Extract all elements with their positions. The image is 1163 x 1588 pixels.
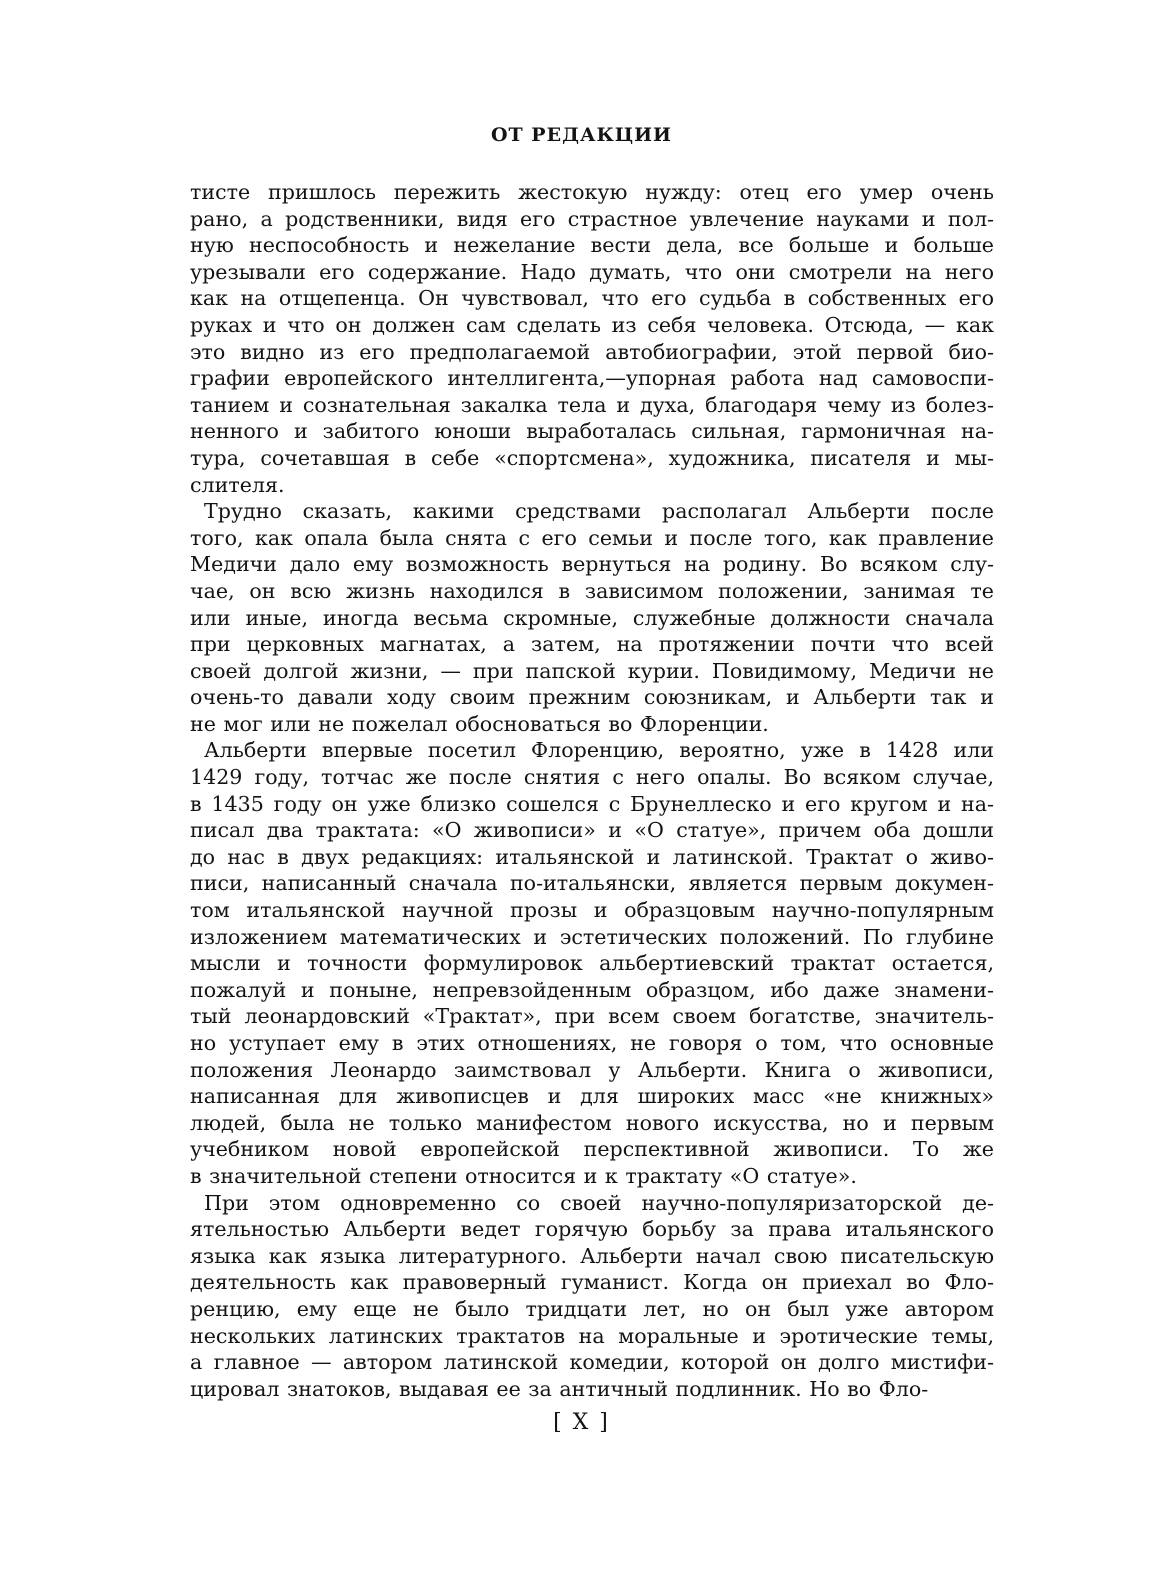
text-line: людей, была не только манифестом нового искусства, но и первым [190,1110,994,1135]
text-line: писи, написанный сначала по-итальянски, является первым докумен- [190,871,994,896]
text-line: как на отщепенца. Он чувствовал, что его судьба в собственных его [190,286,994,311]
text-line: Медичи дало ему возможность вернуться на родину. Во всяком слу- [190,552,994,577]
paragraph [190,179,994,498]
text-line: очень-то давали ходу своим прежним союзникам, и Альберти так и [190,685,994,710]
text-line: учебником новой европейской перспективной живописи. То же [190,1137,994,1162]
text-line: тура, сочетавшая в себе «спортсмена», художника, писателя и мы- [190,445,994,470]
text-line: не мог или не пожелал обосноваться во Флоренции. [190,711,769,736]
text-line: графии европейского интеллигента,—упорная работа над самовоспи- [190,366,994,391]
text-line: чае, он всю жизнь находился в зависимом положении, занимая те [190,578,994,603]
text-line: слителя. [190,472,285,497]
text-line: ренцию, ему еще не было тридцати лет, но он был уже автором [190,1296,994,1321]
text-line: положения Леонардо заимствовал у Альберти. Книга о живописи, [190,1057,994,1082]
text-line: пожалуй и поныне, непревзойденным образцом, ибо даже знамени- [190,977,994,1002]
text-line: это видно из его предполагаемой автобиографии, этой первой био- [190,339,994,364]
page-number: [ X ] [553,1410,610,1435]
text-line: рано, а родственники, видя его страстное увлечение науками и пол- [190,206,994,231]
text-line: том итальянской научной прозы и образцовым научно-популярным [190,898,994,923]
text-line: а главное — автором латинской комедии, которой он долго мистифи- [190,1350,994,1375]
text-line: при церковных магнатах, а затем, на протяжении почти что всей [190,632,994,657]
text-line: до нас в двух редакциях: итальянской и латинской. Трактат о живо- [190,844,994,869]
paragraph [190,498,994,737]
text-line: 1429 году, тотчас же после снятия с него опалы. Во всяком случае, [190,765,994,790]
text-line: того, как опала была снята с его семьи и после того, как правление [190,525,994,550]
text-line: Альберти впервые посетил Флоренцию, вероятно, уже в 1428 или [204,738,994,763]
text-line: Трудно сказать, какими средствами располагал Альберти после [204,499,994,524]
text-line: писал два трактата: «О живописи» и «О статуе», причем оба дошли [190,818,994,843]
text-line: но уступает ему в этих отношениях, не говоря о том, что основные [190,1031,994,1055]
text-line: изложением математических и эстетических положений. По глубине [190,924,994,949]
paragraph [190,737,994,1189]
text-line: мысли и точности формулировок альбертиевский трактат остается, [190,951,994,976]
text-line: или иные, иногда весьма скромные, служебные должности сначала [190,605,994,630]
text-line: языка как языка литературного. Альберти начал свою писательскую [190,1243,994,1268]
text-line: деятельность как правоверный гуманист. Когда он приехал во Фло- [190,1270,994,1295]
text-line: ненного и забитого юноши выработалась сильная, гармоничная на- [190,419,994,444]
text-line: ную неспособность и нежелание вести дела, все больше и больше [190,233,994,258]
text-line: написанная для живописцев и для широких масс «не книжных» [190,1084,994,1109]
text-line: своей долгой жизни, — при папской курии. Повидимому, Медичи не [190,658,994,683]
text-line: цировал знатоков, выдавая ее за античный подлинник. Но во Фло- [190,1376,929,1401]
text-line: танием и сознательная закалка тела и духа, благодаря чему из болез- [190,392,994,417]
text-line: в 1435 году он уже близко сошелся с Брунеллеско и его кругом и на- [190,791,994,816]
body-text [190,179,994,1402]
paragraph [190,1190,994,1403]
text-line: урезывали его содержание. Надо думать, что они смотрели на него [190,259,994,284]
text-line: тый леонардовский «Трактат», при всем своем богатстве, значитель- [190,1004,994,1029]
text-line: При этом одновременно со своей научно-популяризаторской де- [204,1190,994,1215]
text-line: в значительной степени относится и к трактату «О статуе». [190,1163,857,1188]
text-line: руках и что он должен сам сделать из себя человека. Отсюда, — как [190,312,994,337]
text-line: нескольких латинских трактатов на моральные и эротические темы, [190,1323,994,1348]
running-title: ОТ РЕДАКЦИИ [491,124,672,146]
text-line: тисте пришлось пережить жестокую нужду: отец его умер очень [190,180,994,204]
text-line: ятельностью Альберти ведет горячую борьбу за права итальянского [190,1217,994,1242]
